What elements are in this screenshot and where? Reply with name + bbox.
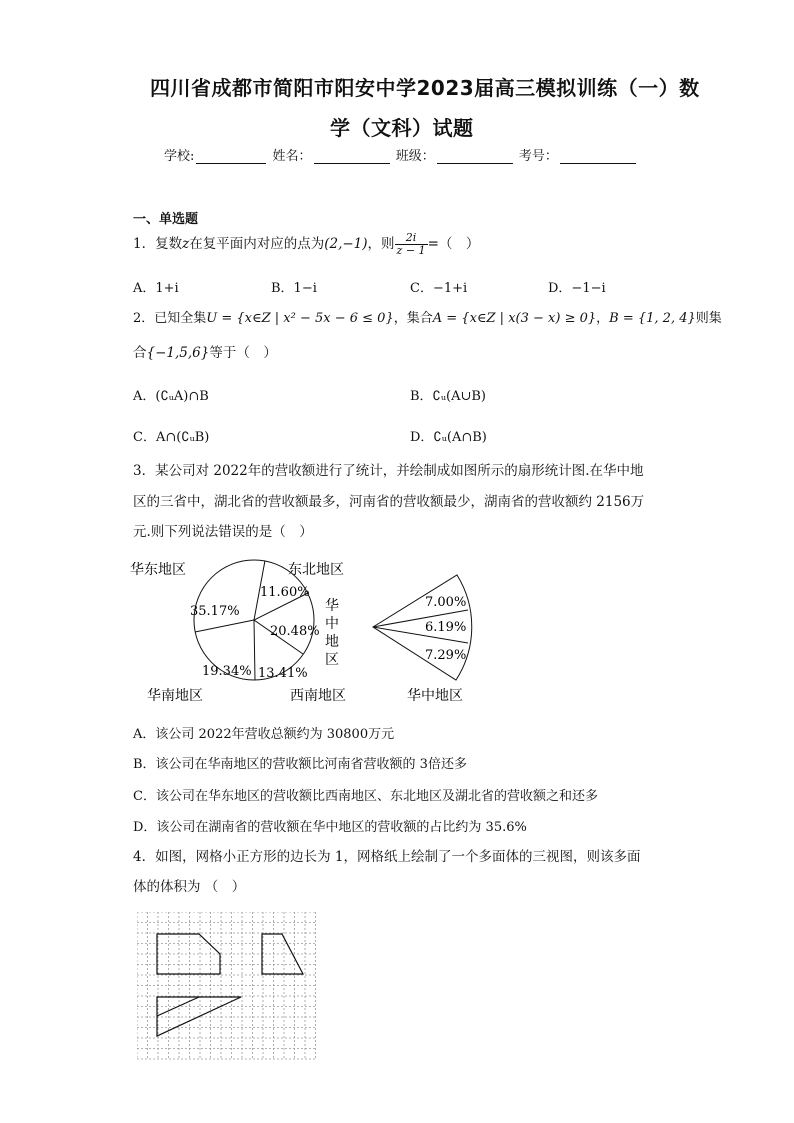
number-blank <box>560 150 636 164</box>
q1-fraction <box>395 232 428 257</box>
q3-option-b: B．该公司在华南地区的营收额比河南省营收额的 3倍还多 <box>133 757 467 772</box>
label-northeast: 东北地区 <box>288 562 344 578</box>
school-blank <box>196 150 266 164</box>
pie-divider-4 <box>254 620 255 680</box>
class-label: 班级： <box>395 149 435 164</box>
q2-option-c: C．A∩(∁ᵤB) <box>133 430 210 445</box>
label-central-2: 中 <box>325 616 339 632</box>
question-2-line1 <box>133 311 722 327</box>
pie-divider-5 <box>195 620 254 632</box>
fan-pct-2: 6.19% <box>425 620 467 635</box>
top-view-inner-line <box>157 997 199 1016</box>
q1-prefix: 1．复数 <box>133 236 183 253</box>
q1-then: ，则 <box>367 236 395 253</box>
q1-option-d: D．−1−i <box>548 281 606 296</box>
top-view-shape <box>157 997 241 1036</box>
q1-mid: 在复平面内对应的点为 <box>189 236 325 253</box>
q1-option-b: B．1−i <box>271 281 317 296</box>
label-central-1: 华 <box>325 598 339 614</box>
pct-northeast: 11.60% <box>260 585 310 600</box>
q2-option-b: B．∁ᵤ(A∪B) <box>410 389 486 404</box>
q2-set-u: U = {x∈Z | x² − 5x − 6 ≤ 0} <box>206 311 394 326</box>
label-central-3: 地 <box>325 634 339 650</box>
q2-tail1: 则集 <box>695 311 722 326</box>
q1-frac-den: z − 1 <box>396 244 426 258</box>
q2-set-b: B = {1, 2, 4} <box>609 311 696 326</box>
q1-frac-num: 2i <box>395 232 428 245</box>
q1-option-a: A．1+i <box>133 281 179 296</box>
q1-option-c: C．−1+i <box>410 281 468 296</box>
pct-southwest: 13.41% <box>258 666 308 681</box>
exam-title-line2: 学（文科）试题 <box>330 116 474 140</box>
pct-east: 35.17% <box>190 604 240 619</box>
q2-mid: ，集合 <box>393 311 433 326</box>
pct-south: 19.34% <box>202 664 252 679</box>
fan-pct-3: 7.29% <box>425 648 467 663</box>
label-east: 华东地区 <box>130 562 186 578</box>
q1-point: (2,−1) <box>324 236 368 253</box>
label-southwest: 西南地区 <box>290 688 346 704</box>
exam-title-line1: 四川省成都市简阳市阳安中学2023届高三模拟训练（一）数 <box>150 76 700 100</box>
section-title: 一、单选题 <box>133 212 199 227</box>
question-1 <box>133 232 479 257</box>
q4-line2: 体的体积为 （ ） <box>133 879 246 895</box>
q3-option-d: D．该公司在湖南省的营收额在华中地区的营收额的占比约为 35.6% <box>133 820 527 835</box>
question-2-line2 <box>133 345 277 361</box>
q2-set-target: {−1,5,6} <box>146 345 210 361</box>
q2-comma: ， <box>596 311 610 326</box>
q1-var: z <box>182 236 190 253</box>
pct-central: 20.48% <box>270 624 320 639</box>
label-central-4: 区 <box>325 652 339 668</box>
student-info-line <box>164 145 638 164</box>
revenue-pie-chart <box>120 550 500 715</box>
name-label: 姓名： <box>272 149 312 164</box>
school-label: 学校: <box>164 149 195 164</box>
q3-option-a: A．该公司 2022年营收总额约为 30800万元 <box>133 727 395 742</box>
fan-pct-1: 7.00% <box>425 595 467 610</box>
q2-prefix: 2．已知全集 <box>133 311 207 326</box>
q3-line2: 区的三省中，湖北省的营收额最多，河南省的营收额最少，湖南省的营收额约 2156万 <box>133 494 645 510</box>
q3-line3: 元.则下列说法错误的是（ ） <box>133 524 313 540</box>
q2-line2-start: 合 <box>133 345 147 361</box>
q2-set-a: A = {x∈Z | x(3 − x) ≥ 0} <box>432 311 597 326</box>
name-blank <box>314 150 390 164</box>
class-blank <box>437 150 513 164</box>
q2-option-d: D．∁ᵤ(A∩B) <box>410 430 487 445</box>
q2-tail2: 等于（ ） <box>209 345 277 361</box>
q2-option-a: A．(∁ᵤA)∩B <box>133 389 209 404</box>
three-view-grid <box>137 912 327 1062</box>
label-south: 华南地区 <box>147 688 203 704</box>
number-label: 考号： <box>518 149 558 164</box>
q4-line1: 4．如图，网格小正方形的边长为 1，网格纸上绘制了一个多面体的三视图，则该多面 <box>133 849 641 865</box>
q3-option-c: C．该公司在华东地区的营收额比西南地区、东北地区及湖北省的营收额之和还多 <box>133 789 598 804</box>
q3-line1: 3．某公司对 2022年的营收额进行了统计，并绘制成如图所示的扇形统计图.在华中地 <box>133 463 644 479</box>
label-central-fan: 华中地区 <box>407 688 463 704</box>
q1-tail: =（ ） <box>427 236 480 253</box>
